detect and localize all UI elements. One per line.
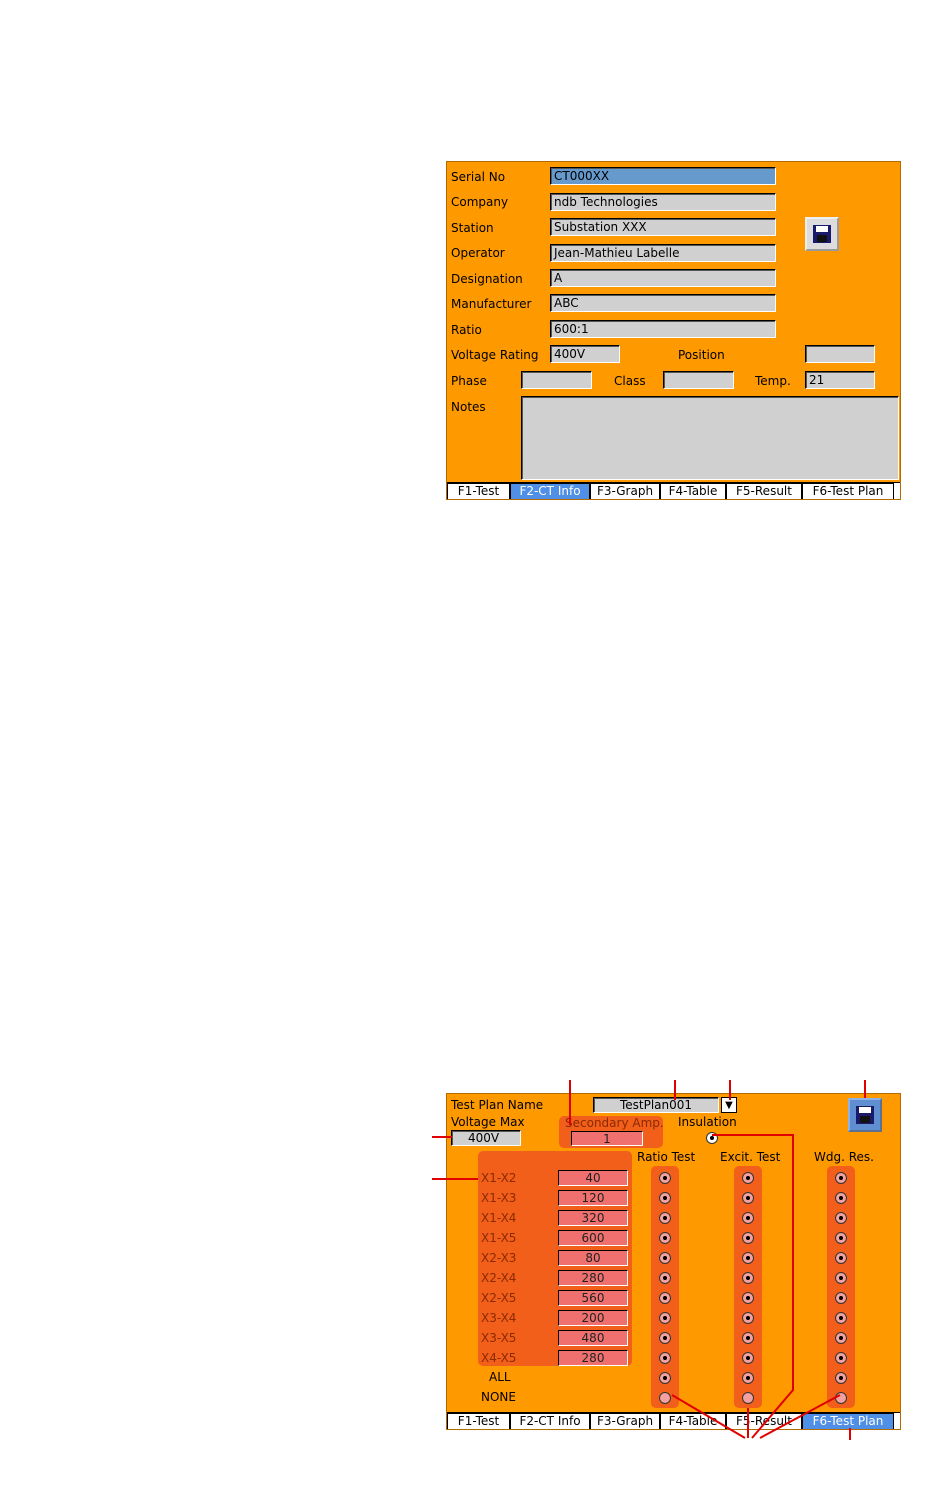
wdg-res-all-radio[interactable] [835, 1372, 847, 1384]
ratio-test-radio[interactable] [659, 1332, 671, 1344]
tab-f6-test-plan[interactable]: F6-Test Plan [802, 1413, 894, 1429]
voltage-max-field[interactable]: 400V [451, 1130, 521, 1146]
tap-name: X3-X4 [481, 1311, 517, 1325]
test-plan-name-field[interactable]: TestPlan001 [593, 1097, 719, 1113]
floppy-disk-icon [813, 225, 831, 243]
excit-test-header: Excit. Test [720, 1150, 781, 1164]
ratio-field[interactable]: 600:1 [550, 320, 776, 338]
company-field[interactable]: ndb Technologies [550, 193, 776, 211]
secondary-amp-label: Secondary Amp. [565, 1116, 664, 1130]
excit-test-radio[interactable] [742, 1312, 754, 1324]
position-field[interactable] [805, 345, 875, 363]
save-button[interactable] [848, 1098, 882, 1132]
tap-name: X2-X5 [481, 1291, 517, 1305]
ratio-test-radio[interactable] [659, 1232, 671, 1244]
wdg-res-header: Wdg. Res. [814, 1150, 874, 1164]
temp-label: Temp. [755, 374, 791, 388]
serial-no-field[interactable]: CT000XX [550, 167, 776, 185]
all-label: ALL [489, 1370, 511, 1384]
voltage-rating-label: Voltage Rating [451, 348, 539, 362]
tab-f5-result[interactable]: F5-Result [726, 1413, 802, 1429]
dropdown-button[interactable] [721, 1097, 737, 1113]
np-ratio-field[interactable]: 320 [558, 1210, 628, 1226]
wdg-res-radio[interactable] [835, 1232, 847, 1244]
insulation-radio[interactable] [706, 1132, 718, 1144]
np-ratio-field[interactable]: 600 [558, 1230, 628, 1246]
tap-name: X2-X4 [481, 1271, 517, 1285]
ratio-test-radio[interactable] [659, 1212, 671, 1224]
tab-f2-ct-info[interactable]: F2-CT Info [510, 483, 590, 499]
ratio-test-radio[interactable] [659, 1312, 671, 1324]
function-tab-bar [447, 1412, 900, 1429]
excit-test-radio[interactable] [742, 1212, 754, 1224]
wdg-res-radio[interactable] [835, 1192, 847, 1204]
tap-name: X4-X5 [481, 1351, 517, 1365]
tap-name: X2-X3 [481, 1251, 517, 1265]
ratio-test-all-radio[interactable] [659, 1372, 671, 1384]
tab-f4-table[interactable]: F4-Table [660, 1413, 726, 1429]
tap-name: X1-X4 [481, 1211, 517, 1225]
np-ratio-field[interactable]: 200 [558, 1310, 628, 1326]
tab-f1-test[interactable]: F1-Test [447, 483, 510, 499]
test-plan-name-label: Test Plan Name [451, 1098, 544, 1112]
ratio-test-radio[interactable] [659, 1352, 671, 1364]
temp-field[interactable]: 21 [805, 371, 875, 389]
excit-test-radio[interactable] [742, 1192, 754, 1204]
ratio-test-radio[interactable] [659, 1192, 671, 1204]
np-ratio-field[interactable]: 280 [558, 1270, 628, 1286]
serial-no-label: Serial No [451, 170, 506, 184]
wdg-res-radio[interactable] [835, 1332, 847, 1344]
class-label: Class [614, 374, 646, 388]
company-label: Company [451, 195, 509, 209]
save-button[interactable] [805, 217, 839, 251]
tab-f5-result[interactable]: F5-Result [726, 483, 802, 499]
excit-test-radio[interactable] [742, 1172, 754, 1184]
excit-test-none-radio[interactable] [742, 1392, 754, 1404]
ratio-test-radio[interactable] [659, 1172, 671, 1184]
test-plan-screen [446, 1093, 901, 1430]
excit-test-radio[interactable] [742, 1332, 754, 1344]
voltage-max-label: Voltage Max [451, 1115, 525, 1129]
wdg-res-radio[interactable] [835, 1252, 847, 1264]
np-ratio-field[interactable]: 560 [558, 1290, 628, 1306]
wdg-res-radio[interactable] [835, 1172, 847, 1184]
excit-test-all-radio[interactable] [742, 1372, 754, 1384]
tap-name: X1-X5 [481, 1231, 517, 1245]
excit-test-radio[interactable] [742, 1292, 754, 1304]
ratio-test-radio[interactable] [659, 1252, 671, 1264]
wdg-res-none-radio[interactable] [835, 1392, 847, 1404]
none-label: NONE [481, 1390, 516, 1404]
tap-name: X1-X3 [481, 1191, 517, 1205]
floppy-disk-icon [856, 1106, 874, 1124]
tab-f2-ct-info[interactable]: F2-CT Info [510, 1413, 590, 1429]
excit-test-radio[interactable] [742, 1272, 754, 1284]
manufacturer-label: Manufacturer [451, 297, 532, 311]
np-ratio-field[interactable]: 80 [558, 1250, 628, 1266]
function-tab-bar [447, 482, 900, 499]
designation-field[interactable]: A [550, 269, 776, 287]
manufacturer-field[interactable]: ABC [550, 294, 776, 312]
tab-f1-test[interactable]: F1-Test [447, 1413, 510, 1429]
ratio-test-radio[interactable] [659, 1292, 671, 1304]
class-field[interactable] [663, 371, 734, 389]
station-field[interactable]: Substation XXX [550, 218, 776, 236]
insulation-label: Insulation [678, 1115, 737, 1129]
operator-label: Operator [451, 246, 505, 260]
excit-test-radio[interactable] [742, 1352, 754, 1364]
position-label: Position [678, 348, 725, 362]
secondary-amp-field[interactable]: 1 [571, 1131, 643, 1146]
tab-f3-graph[interactable]: F3-Graph [590, 1413, 660, 1429]
operator-field[interactable]: Jean-Mathieu Labelle [550, 244, 776, 262]
triangle-down-icon: ▼ [725, 1099, 733, 1111]
station-label: Station [451, 221, 494, 235]
ct-info-screen [446, 161, 901, 500]
notes-label: Notes [451, 400, 486, 414]
np-ratio-field[interactable]: 280 [558, 1350, 628, 1366]
phase-label: Phase [451, 374, 487, 388]
tab-f6-test-plan[interactable]: F6-Test Plan [802, 483, 894, 499]
wdg-res-radio[interactable] [835, 1292, 847, 1304]
notes-field[interactable] [521, 396, 899, 480]
ratio-test-radio[interactable] [659, 1272, 671, 1284]
tab-f4-table[interactable]: F4-Table [660, 483, 726, 499]
wdg-res-radio[interactable] [835, 1212, 847, 1224]
ratio-test-none-radio[interactable] [659, 1392, 671, 1404]
np-ratio-field[interactable]: 480 [558, 1330, 628, 1346]
excit-test-radio[interactable] [742, 1232, 754, 1244]
excit-test-radio[interactable] [742, 1252, 754, 1264]
tap-name: X1-X2 [481, 1171, 517, 1185]
np-ratio-field[interactable]: 40 [558, 1170, 628, 1186]
ratio-test-header: Ratio Test [637, 1150, 696, 1164]
voltage-rating-field[interactable]: 400V [550, 345, 620, 363]
wdg-res-radio[interactable] [835, 1312, 847, 1324]
designation-label: Designation [451, 272, 523, 286]
tab-f3-graph[interactable]: F3-Graph [590, 483, 660, 499]
phase-field[interactable] [521, 371, 592, 389]
ratio-label: Ratio [451, 323, 482, 337]
wdg-res-radio[interactable] [835, 1272, 847, 1284]
wdg-res-radio[interactable] [835, 1352, 847, 1364]
np-ratio-field[interactable]: 120 [558, 1190, 628, 1206]
tap-name: X3-X5 [481, 1331, 517, 1345]
